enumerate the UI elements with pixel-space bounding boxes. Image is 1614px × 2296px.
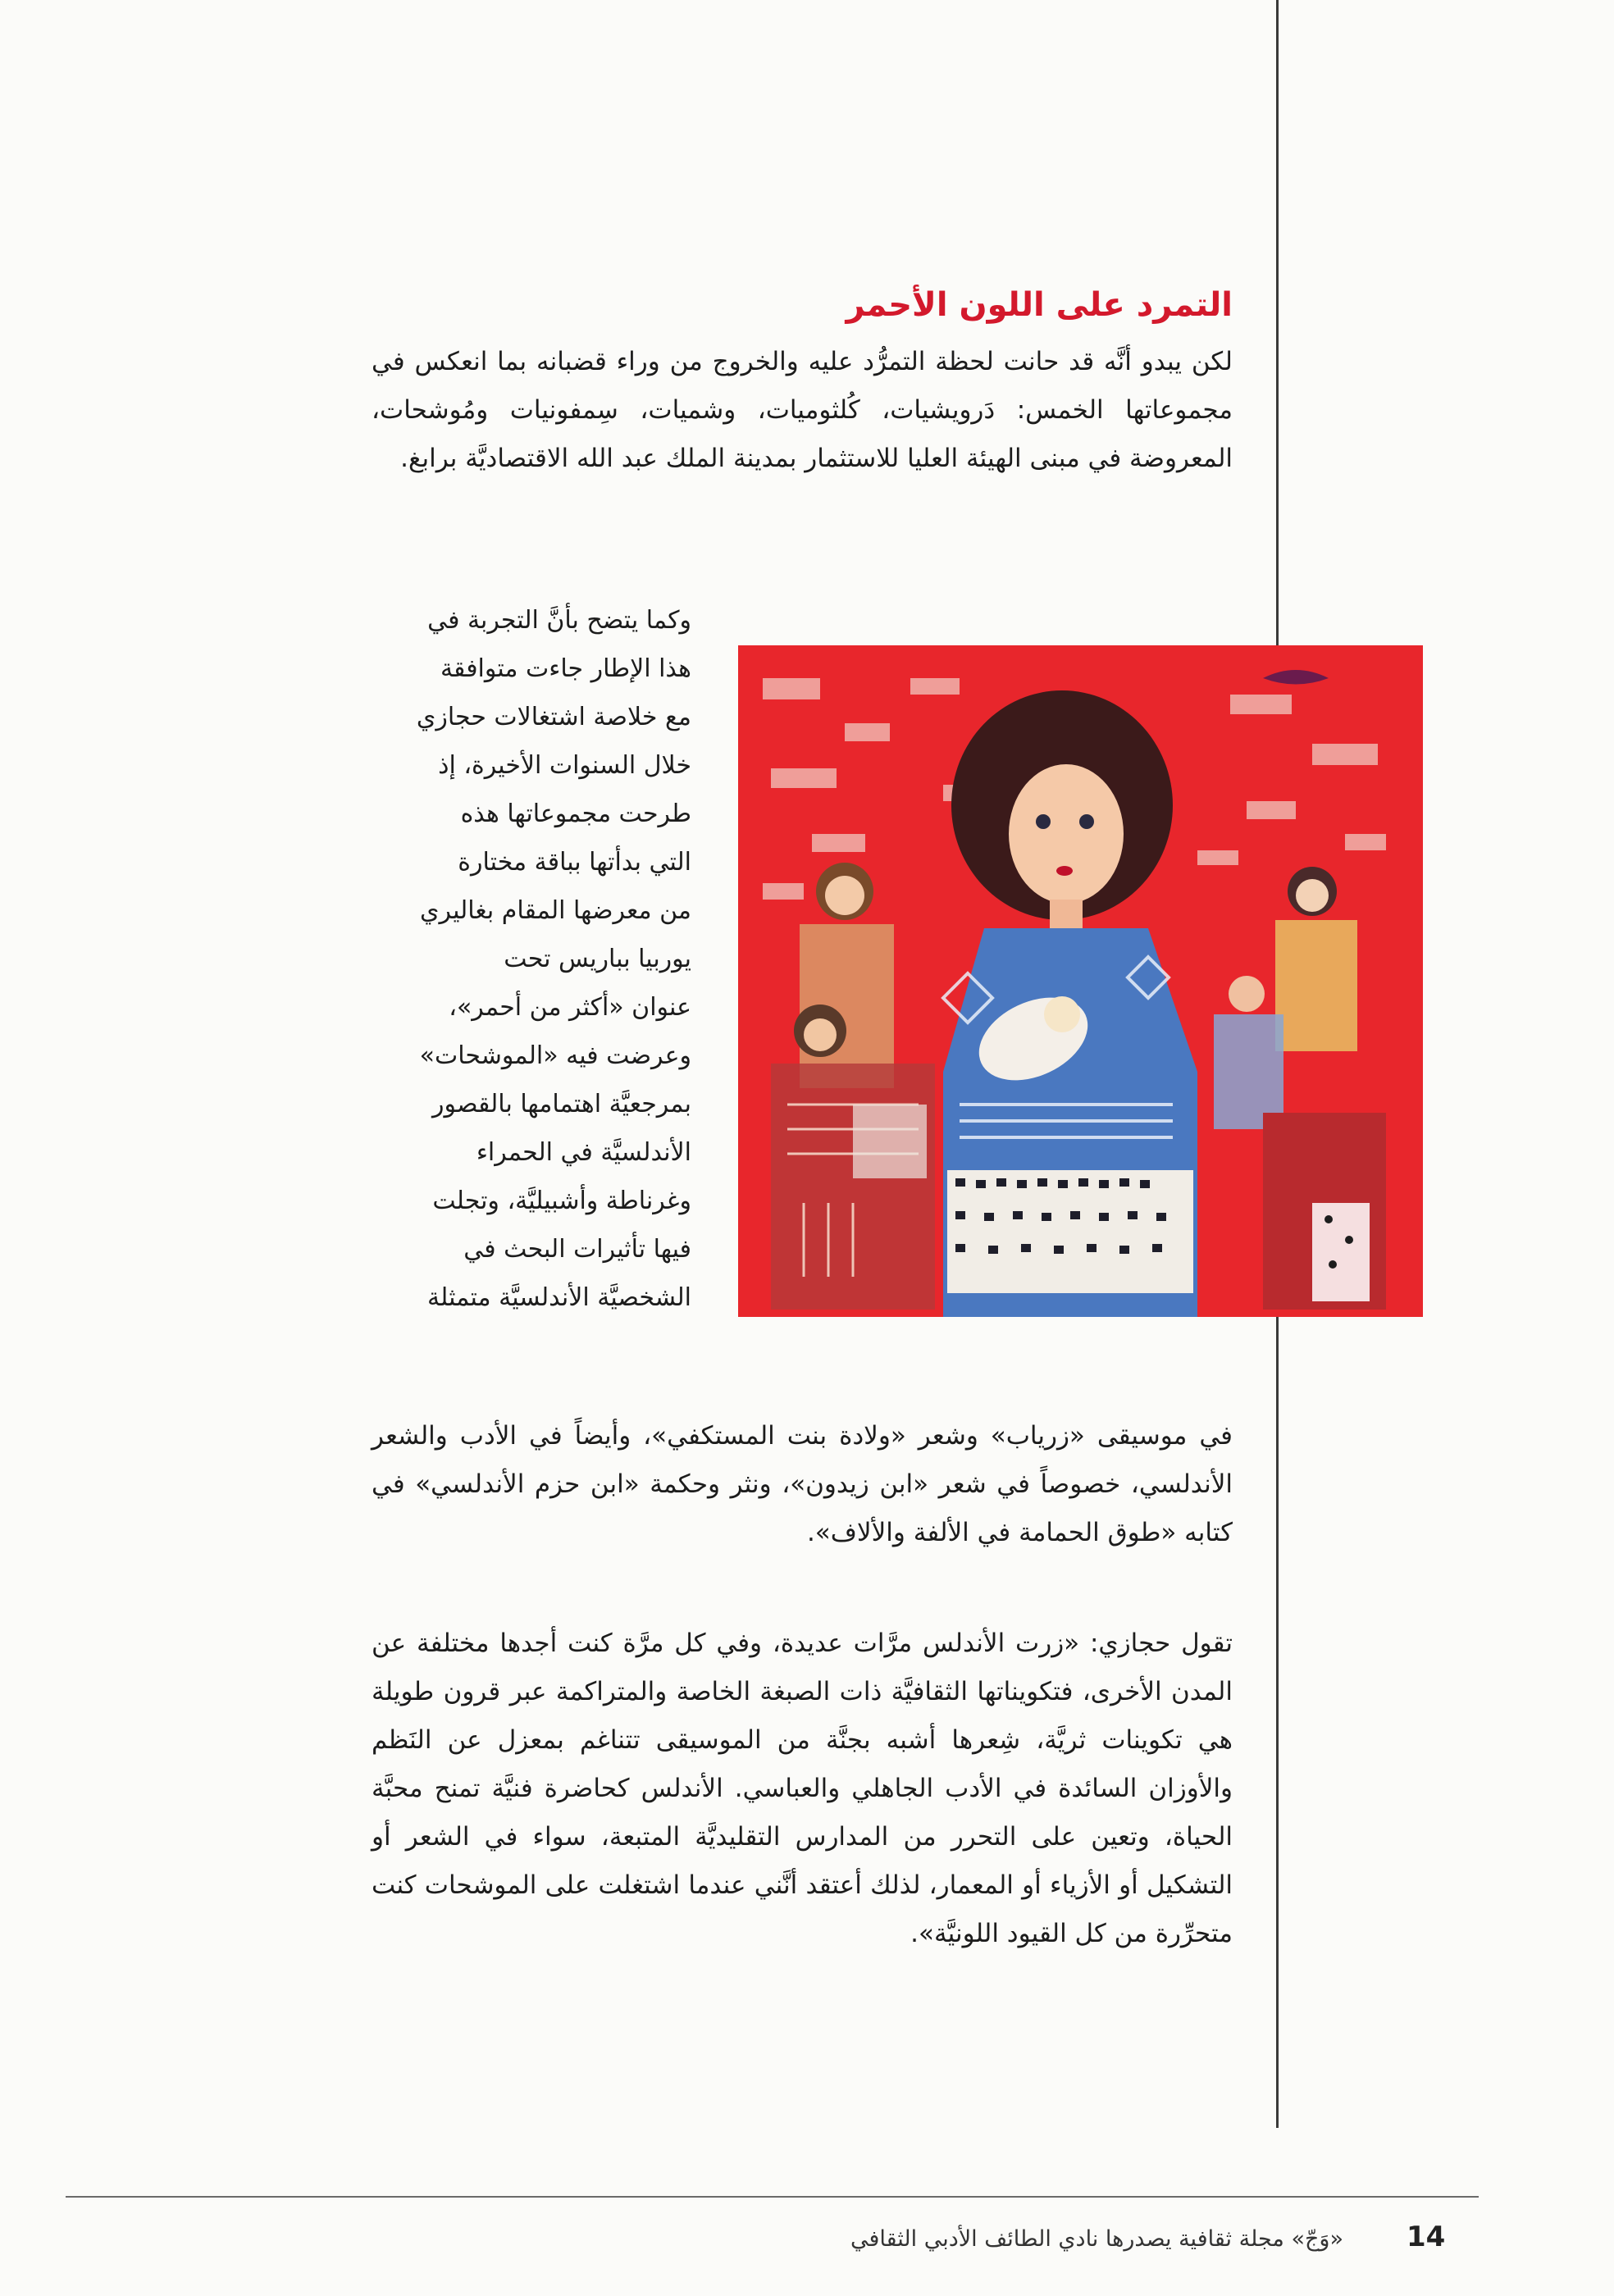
column-line: من معرضها المقام بغاليري [420,896,691,925]
column-line: عنوان «أكثر من أحمر»، [449,993,691,1022]
column-line: الشخصيَّة الأندلسيَّة متمثلة [427,1283,691,1312]
column-line: بمرجعيَّة اهتمامها بالقصور [431,1090,691,1118]
section-title: التمرد على اللون الأحمر [846,286,1233,324]
footer-rule [66,2196,1479,2198]
quote-paragraph: تقول حجازي: «زرت الأندلس مرَّات عديدة، وفي كل مرَّة كنت أجدها مختلفة عن المدن الأخرى، فتكويناتها الثقافيَّة ذات الصبغة الخاصة والمتراكمة عبر قرون طويلة هي تكوينات ثريَّة، شِعرها أشبه بجنَّة من الموسيقى تتناغم بمعزل عن النَظم والأوزان السائدة في الأدب الجاهلي والعباسي. الأندلس كحاضرة فنيَّة تمنح محبَّة الحياة، وتعين على التحرر من المدارس التقليديَّة المتبعة، سواء في الشعر أو التشكيل أو الأزياء أو المعمار، لذلك أعتقد أنَّني عندما اشتغلت على الموشحات كنت متحرِّرة من كل القيود اللونيَّة». [372,1629,1233,1948]
column-line: خلال السنوات الأخيرة، إذ [438,751,691,780]
column-line: طرحت مجموعاتها هذه [460,800,691,828]
column-line: التي بدأتها بباقة مختارة [458,848,691,877]
column-line: وغرناطة وأشبيليَّة، وتجلت [432,1187,691,1215]
column-line: فيها تأثيرات البحث في [463,1235,691,1264]
wrapped-text-column [367,596,691,1322]
column-line: الأندلسيَّة في الحمراء [476,1138,691,1167]
column-line: مع خلاصة اشتغالات حجازي [416,703,691,731]
page-number: 14 [1407,2221,1446,2253]
andalusian-influence-paragraph: في موسيقى «زرياب» وشعر «ولادة بنت المستكفي»، وأيضاً في الأدب والشعر الأندلسي، خصوصاً في شعر «ابن زيدون»، ونثر وحكمة «ابن حزم الأندلسي» في كتابه «طوق الحمامة في الألفة والألاف». [372,1421,1233,1547]
column-line: وعرضت فيه «الموشحات» [419,1041,691,1070]
column-line: وكما يتضح بأنَّ التجربة في [427,606,691,635]
column-line: هذا الإطار جاءت متوافقة [440,654,691,683]
footer-publication: «وَجّ» مجلة ثقافية يصدرها نادي الطائف الأدبي الثقافي [850,2226,1343,2252]
column-line: يوربيا بباريس تحت [504,945,691,973]
painting-image [738,645,1423,1317]
intro-paragraph: لكن يبدو أنَّه قد حانت لحظة التمرُّد عليه والخروج من وراء قضبانه بما انعكس في مجموعاتها الخمس: دَرويشيات، كُلثوميات، وشميات، سِمفونيات ومُوشحات، المعروضة في مبنى الهيئة العليا للاستثمار بمدينة الملك عبد الله الاقتصاديَّة برابغ. [372,347,1233,473]
